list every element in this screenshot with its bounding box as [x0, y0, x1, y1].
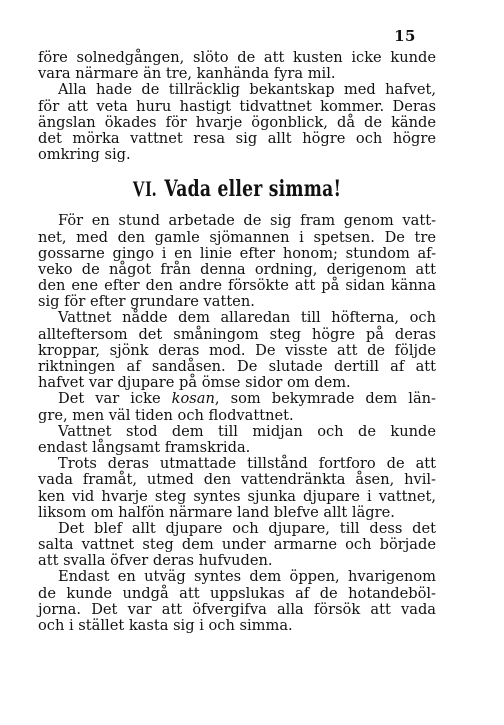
text-line: jorna. Det var att öfvergifva alla försök att vada — [38, 600, 436, 618]
page-number: 15 — [394, 27, 416, 45]
text-line: den ene efter den andre försökte att på sidan känna — [38, 277, 436, 295]
text-line: ängslan ökades för hvarje ögonblick, då de kände — [38, 113, 436, 131]
text-line: net, med den gamle sjömannen i spetsen. De tre — [38, 228, 436, 246]
text-line: ken vid hvarje steg syntes sjunka djupare i vattnet, — [38, 487, 436, 505]
paragraph — [38, 391, 436, 423]
text-line: gossarne gingo i en linie efter honom; stundom af- — [38, 244, 436, 262]
chapter-heading — [38, 165, 436, 213]
text-line: Endast en utväg syntes dem öppen, hvarigenom — [58, 568, 436, 586]
chapter-title: Vada eller simma! — [164, 176, 342, 203]
text-line: före solnedgången, slöto de att kusten icke kunde — [38, 49, 436, 66]
text-line: sig för efter grundare vatten. — [38, 293, 255, 311]
text-line: För en stund arbetade de sig fram genom vatt- — [58, 212, 436, 230]
paragraph — [38, 82, 436, 163]
paragraph — [38, 310, 436, 391]
paragraph — [38, 456, 436, 521]
text-line: det mörka vattnet resa sig allt högre och högre — [38, 129, 436, 147]
paragraphs-before-heading — [38, 50, 436, 163]
paragraphs-after-heading — [38, 213, 436, 634]
text-line: och i stället kasta sig i och simma. — [38, 617, 293, 634]
paragraph — [38, 50, 436, 82]
text-line: Trots deras utmattade tillstånd fortforo de att — [58, 455, 436, 473]
text-line: salta vattnet steg dem under armarne och började — [38, 536, 436, 554]
paragraph — [38, 213, 436, 310]
text-line: endast långsamt framskrida. — [38, 438, 251, 456]
paragraph — [38, 569, 436, 634]
paragraph — [38, 424, 436, 456]
text-line: Vattnet nådde dem allaredan till höfterna, och — [58, 309, 436, 327]
text-line: kroppar, sjönk deras mod. De visste att de följde — [38, 341, 436, 359]
text-line: vada framåt, utmed den vattendränkta åsen, hvil- — [38, 471, 436, 489]
text-line: Vattnet stod dem till midjan och de kunde — [58, 422, 436, 440]
text-line: omkring sig. — [38, 146, 131, 164]
text-line: Det blef allt djupare och djupare, till dess det — [58, 519, 436, 537]
paragraph — [38, 521, 436, 570]
text-line: Alla hade de tillräcklig bekantskap med hafvet, — [58, 81, 436, 99]
text-line: veko de något från denna ordning, derigenom att — [38, 260, 436, 278]
text-line: att svalla öfver deras hufvuden. — [38, 552, 273, 570]
text-line: gre, men väl tiden och flodvattnet. — [38, 406, 294, 424]
text-line: allteftersom det småningom steg högre på deras — [38, 325, 436, 343]
text-line: liksom om halfön närmare land blefve allt lägre. — [38, 503, 395, 521]
text-line: hafvet var djupare på ömse sidor om dem. — [38, 374, 351, 392]
body-text — [38, 50, 436, 634]
chapter-number: VI. — [132, 176, 157, 202]
text-line: de kunde undgå att uppslukas af de hotandeböl- — [38, 584, 436, 602]
text-line: för att veta huru hastigt tidvattnet kommer. Deras — [38, 97, 436, 115]
text-line: Det var icke kosan, som bekymrade dem län- — [58, 390, 436, 408]
text-line: riktningen af sandåsen. De slutade dertill af att — [38, 358, 436, 375]
text-line: vara närmare än tre, kanhända fyra mil. — [38, 65, 336, 83]
